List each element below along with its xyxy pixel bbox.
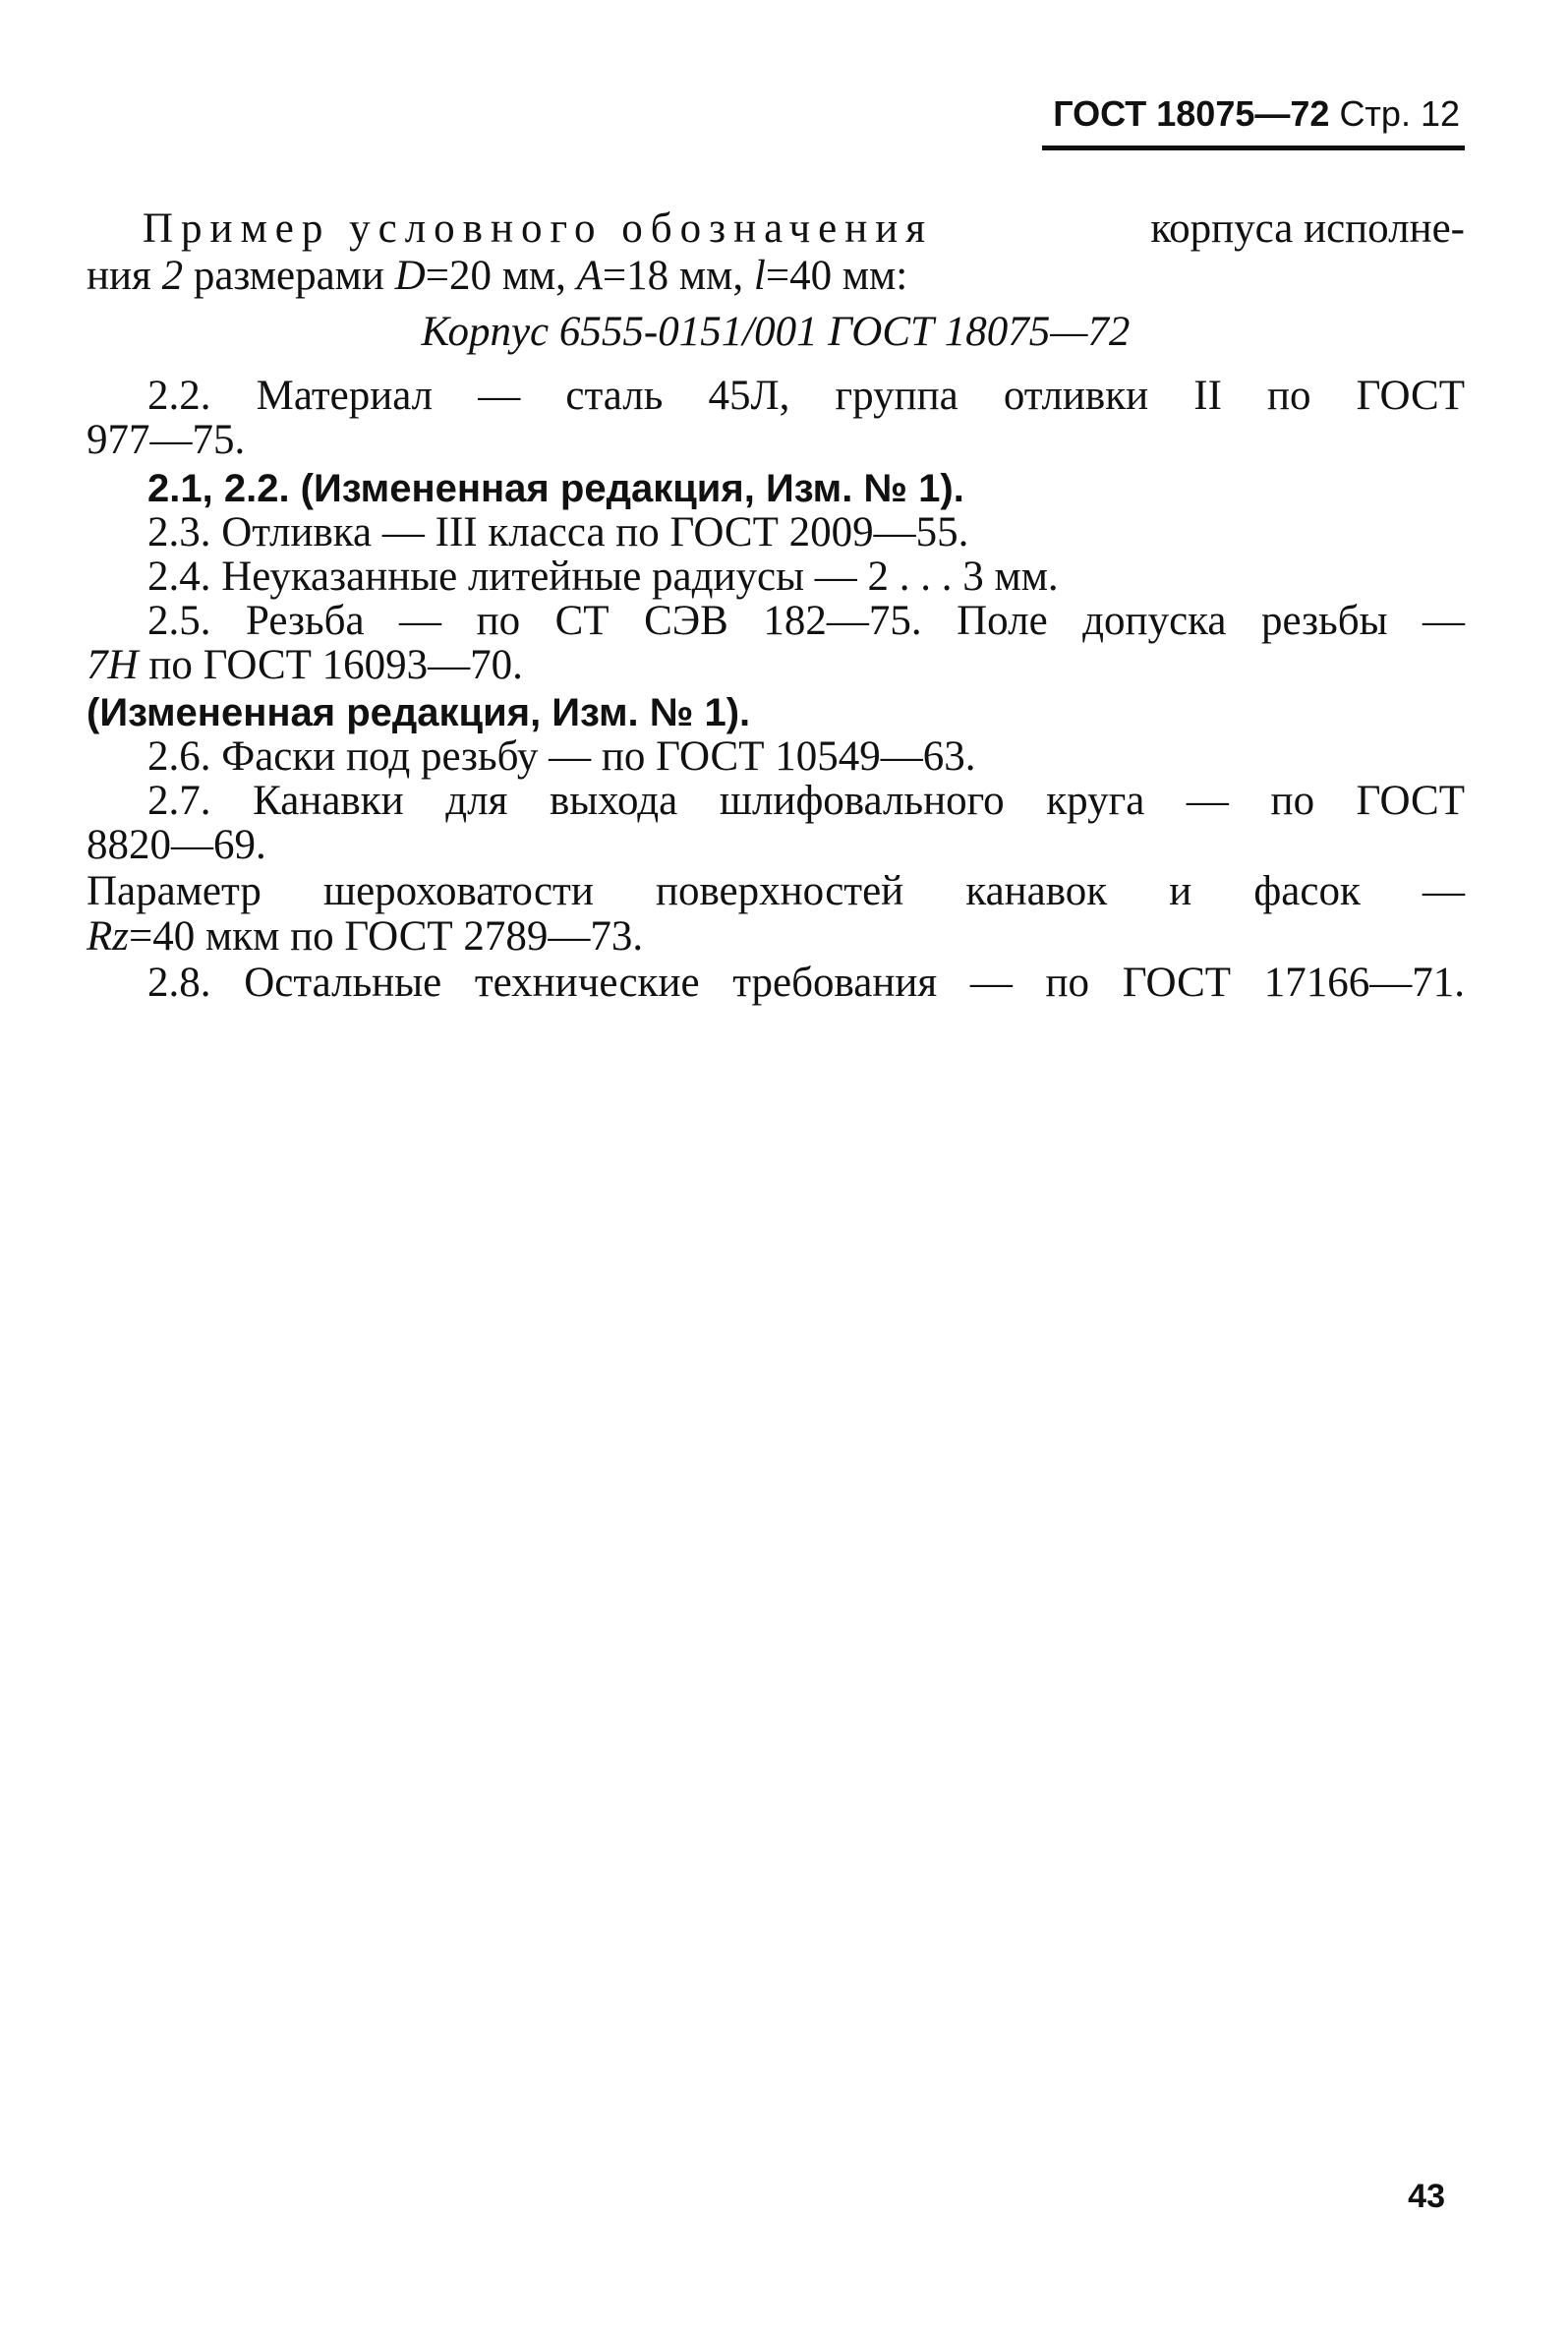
example-text: =18 мм, bbox=[602, 253, 754, 299]
header-gost: ГОСТ 18075—72 bbox=[1053, 93, 1330, 134]
item-text: по ГОСТ 16093—70. bbox=[138, 642, 523, 688]
item-2-4: 2.4. Неуказанные литейные радиусы — 2 . . . 3 мм. bbox=[147, 554, 1059, 600]
roughness-line-2 bbox=[87, 912, 643, 962]
amendment-note-2: (Измененная редакция, Изм. № 1). bbox=[87, 691, 751, 734]
page-number: 43 bbox=[1408, 2178, 1445, 2215]
header-page: Стр. 12 bbox=[1339, 93, 1460, 134]
item-2-8: 2.8. Остальные технические требования — по ГОСТ 17166—71. bbox=[147, 960, 1465, 1006]
page-header bbox=[1053, 93, 1460, 135]
example-text: =20 мм, bbox=[425, 253, 577, 299]
symbol-l: l bbox=[753, 253, 766, 299]
example-text: размерами bbox=[183, 253, 395, 299]
symbol-D: D bbox=[394, 253, 426, 299]
tolerance-field: 7H bbox=[87, 642, 139, 688]
item-2-7-line-1: 2.7. Канавки для выхода шлифовального круга — по ГОСТ bbox=[147, 778, 1465, 824]
example-lead-rest: корпуса исполне- bbox=[1150, 205, 1465, 252]
item-2-3: 2.3. Отливка — III класса по ГОСТ 2009—55. bbox=[147, 509, 969, 555]
item-2-5-line-2 bbox=[87, 641, 523, 690]
amendment-note-1: 2.1, 2.2. (Измененная редакция, Изм. № 1). bbox=[147, 467, 964, 510]
header-rule bbox=[1042, 146, 1465, 150]
example-text: ния bbox=[87, 253, 162, 299]
example-line-2 bbox=[87, 252, 907, 301]
item-2-2-line-2: 977—75. bbox=[87, 417, 246, 463]
item-text: =40 мкм по ГОСТ 2789—73. bbox=[129, 913, 644, 960]
symbol-A: A bbox=[576, 253, 603, 299]
item-2-6: 2.6. Фаски под резьбу — по ГОСТ 10549—63. bbox=[147, 733, 976, 780]
example-line-1 bbox=[143, 204, 1465, 254]
example-text: =40 мм: bbox=[765, 253, 908, 299]
item-2-2-line-1: 2.2. Материал — сталь 45Л, группа отливки II по ГОСТ bbox=[147, 373, 1465, 419]
item-2-5-line-1: 2.5. Резьба — по СТ СЭВ 182—75. Поле допуска резьбы — bbox=[147, 598, 1465, 644]
designation-line: Корпус 6555-0151/001 ГОСТ 18075—72 bbox=[421, 309, 1131, 355]
example-lead-spaced: Пример условного обозначения bbox=[143, 205, 934, 252]
variant-number: 2 bbox=[161, 253, 184, 299]
item-2-7-line-2: 8820—69. bbox=[87, 822, 266, 868]
symbol-rz: Rz bbox=[87, 913, 129, 960]
roughness-line-1: Параметр шероховатости поверхностей канавок и фасок — bbox=[87, 868, 1465, 914]
